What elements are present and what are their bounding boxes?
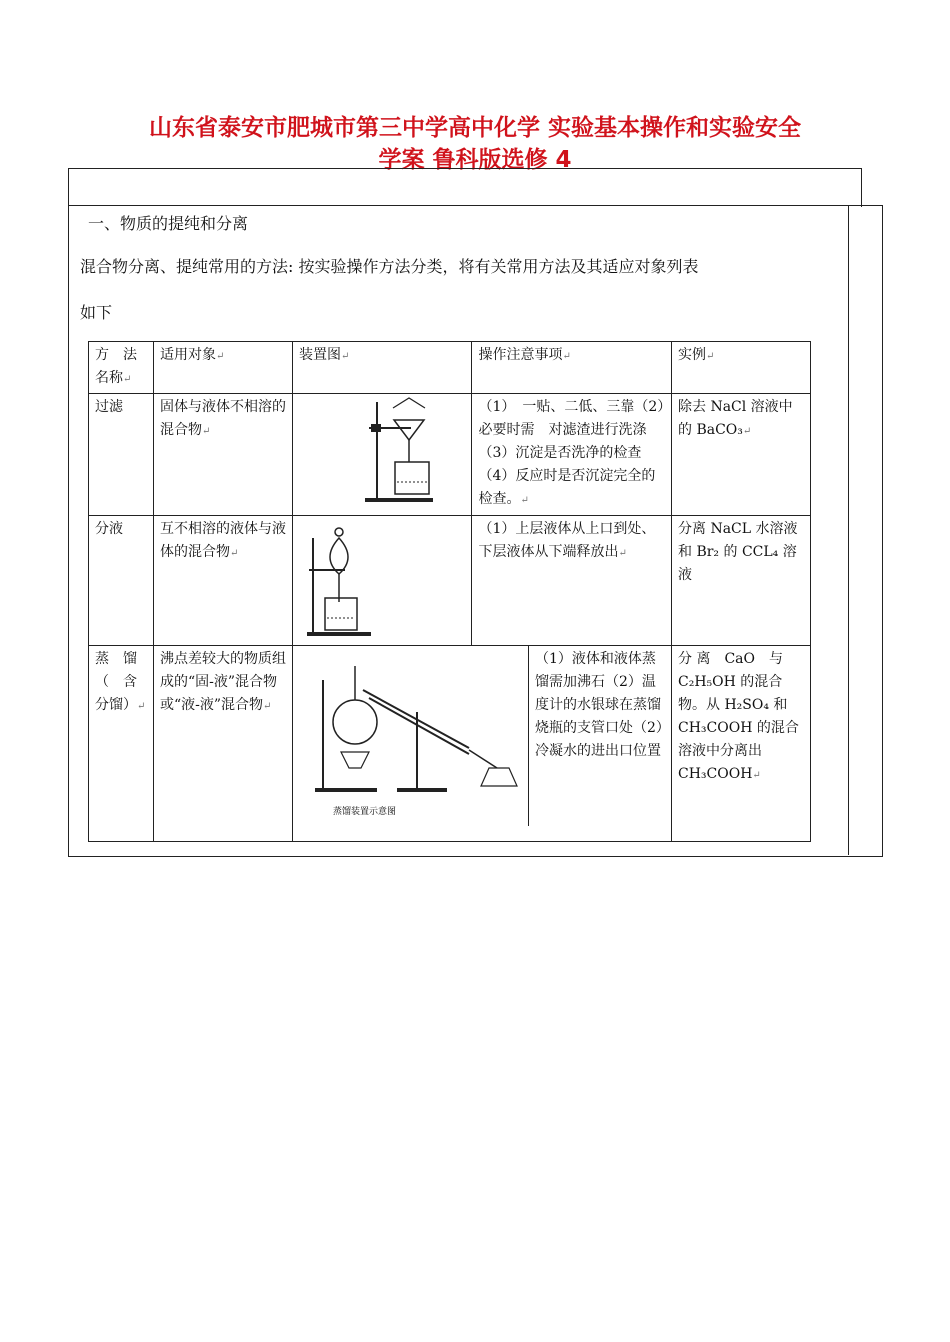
- table-header-row: [89, 342, 811, 394]
- cell-method: [89, 516, 154, 646]
- return-mark: ↵: [123, 374, 132, 385]
- return-mark: ↵: [341, 351, 350, 362]
- method-text: 蒸 馏（ 含分馏）: [95, 651, 137, 713]
- distillation-apparatus-figure: [297, 650, 525, 822]
- header-example: [672, 342, 811, 394]
- filtration-apparatus-figure: [299, 396, 449, 508]
- header-notes: [472, 342, 672, 394]
- cell-object: [154, 646, 293, 842]
- cell-example: [672, 394, 811, 516]
- method-text: 过滤: [95, 399, 123, 415]
- example-text: 除去 NaCl 溶液中的 BaCO₃: [678, 399, 793, 438]
- header-figure-text: 装置图: [299, 347, 341, 363]
- object-text: 固体与液体不相溶的混合物: [160, 399, 286, 438]
- return-mark: ↵: [230, 548, 239, 559]
- object-text: 互不相溶的液体与液体的混合物: [160, 521, 286, 560]
- notes-text: （1） 一贴、二低、三靠（2）必要时需 对滤渣进行洗涤（3）沉淀是否洗净的检查（4）反应时是否沉淀完全的检查。: [478, 399, 665, 507]
- cell-method: [89, 646, 154, 842]
- cell-method: [89, 394, 154, 516]
- header-example-text: 实例: [678, 347, 706, 363]
- return-mark: ↵: [263, 701, 272, 712]
- return-mark: ↵: [706, 351, 715, 362]
- distillation-figure-caption: 蒸馏装置示意图: [333, 807, 397, 817]
- distillation-split: [293, 646, 671, 826]
- cell-object: [154, 394, 293, 516]
- notes-text: （1）上层液体从上口到处、下层液体从下端释放出: [478, 521, 656, 560]
- header-notes-text: 操作注意事项: [478, 347, 563, 363]
- intro-line-1: 混合物分离、提纯常用的方法: 按实验操作方法分类，将有关常用方法及其适应对象列表: [80, 257, 699, 276]
- return-mark: ↵: [520, 495, 529, 506]
- outer-table-header-row: [68, 168, 862, 207]
- document-title: [60, 112, 890, 176]
- return-mark: ↵: [137, 701, 146, 712]
- header-method: [89, 342, 154, 394]
- outer-table-right-column: [848, 205, 849, 855]
- cell-notes: [472, 394, 672, 516]
- separatory-funnel-figure: [299, 518, 449, 638]
- example-text: 分离 NaCL 水溶液和 Br₂ 的 CCL₄ 溶液: [678, 521, 798, 583]
- header-figure: [293, 342, 472, 394]
- return-mark: ↵: [216, 351, 225, 362]
- cell-example: [672, 646, 811, 842]
- example-text: 分 离 CaO 与 C₂H₅OH 的混合物。从 H₂SO₄ 和 CH₃COOH 的混合溶液中分离出 CH₃COOH: [678, 651, 799, 782]
- return-mark: ↵: [562, 351, 571, 362]
- cell-notes: [472, 516, 672, 646]
- table-row-filtration: [89, 394, 811, 516]
- cell-object: [154, 516, 293, 646]
- intro-line-2: 如下: [80, 303, 113, 322]
- cell-notes: [529, 646, 671, 826]
- distillation-figure-area: [293, 646, 529, 826]
- return-mark: ↵: [202, 426, 211, 437]
- cell-figure: [293, 516, 472, 646]
- cell-figure-and-notes: [293, 646, 672, 842]
- section-heading: 一、物质的提纯和分离: [88, 214, 249, 233]
- notes-text: （1）液体和液体蒸馏需加沸石（2）温度计的水银球在蒸馏烧瓶的支管口处（2）冷凝水的进出口位置: [535, 651, 663, 759]
- table-row-separatory: [89, 516, 811, 646]
- cell-figure: [293, 394, 472, 516]
- return-mark: ↵: [752, 770, 761, 781]
- return-mark: ↵: [742, 426, 752, 437]
- cell-example: [672, 516, 811, 646]
- title-line-2: 学案 鲁科版选修 4: [378, 147, 572, 173]
- object-text: 沸点差较大的物质组成的“固-液”混合物或“液-液”混合物: [160, 651, 286, 713]
- separation-methods-table: [88, 341, 811, 842]
- table-row-distillation: [89, 646, 811, 842]
- return-mark: ↵: [618, 548, 627, 559]
- title-line-1: 山东省泰安市肥城市第三中学高中化学 实验基本操作和实验安全: [148, 115, 801, 141]
- header-method-text: 方 法名称: [95, 347, 137, 386]
- method-text: 分液: [95, 521, 123, 537]
- header-object-text: 适用对象: [160, 347, 216, 363]
- header-object: [154, 342, 293, 394]
